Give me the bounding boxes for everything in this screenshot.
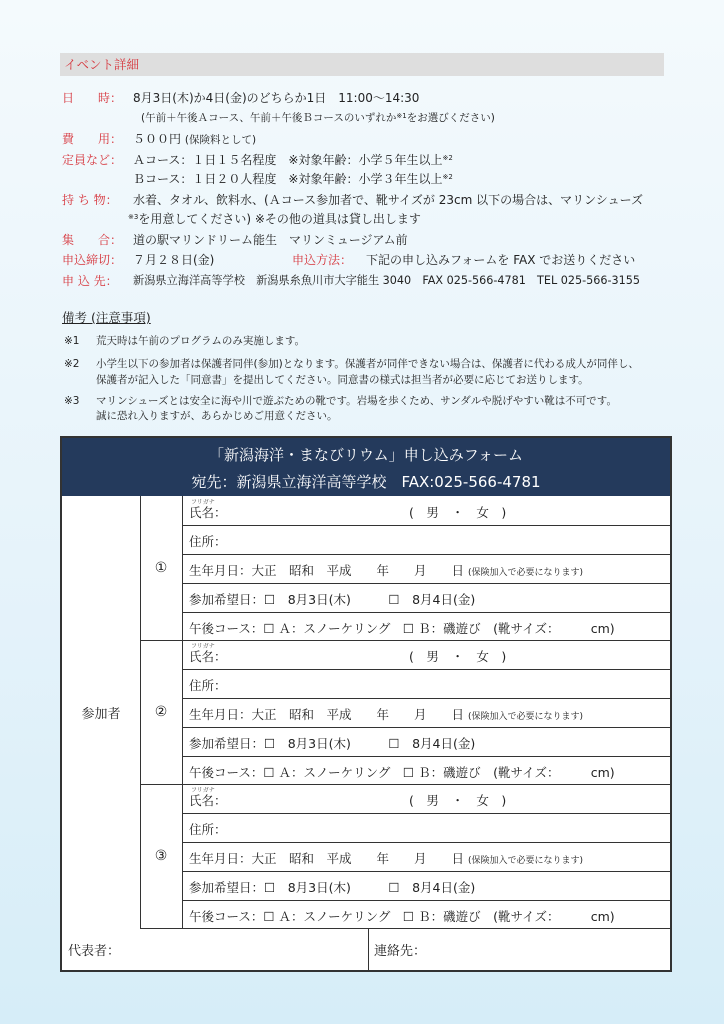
capacity-b: Ｂコース：１日２０人程度 ※対象年齢：小学３年生以上$^{※2}$ [133, 172, 453, 186]
wish-date-label: 参加希望日：☐ 8月3日(木) ☐ 8月4日(金) [189, 880, 476, 895]
gender-select[interactable]: ( 男 ・ 女 ) [409, 793, 507, 808]
date-label: 日 時： [62, 91, 123, 105]
address-field[interactable] [183, 813, 670, 843]
address-label: 住所： [189, 534, 227, 549]
notes-title: 備考 (注意事項) [62, 310, 151, 325]
date-value: 8月3日(木)か4日(金)のどちらか1日 11:00～14:30 [133, 91, 420, 105]
course-field[interactable] [183, 756, 670, 785]
course-label: 午後コース：☐ Ａ：スノーケリング ☐ Ｂ：磯遊び (靴サイズ： cm) [189, 765, 615, 780]
furigana-label: フリガナ [191, 499, 215, 506]
name-field[interactable] [183, 640, 670, 670]
date-note: (午前＋午後Ａコース、午前＋午後Ｂコースのいずれか$^{※1}$をお選びください) [141, 112, 495, 124]
group-number: ③ [140, 784, 183, 928]
note-1: ※1 荒天時は午前のプログラムのみ実施します。 [64, 335, 306, 347]
course-label: 午後コース：☐ Ａ：スノーケリング ☐ Ｂ：磯遊び (靴サイズ： cm) [189, 909, 615, 924]
participants-label: 参加者 [62, 496, 141, 928]
items-value-2: $^{※3}$を用意してください) ※その他の道具は貸し出します [128, 212, 421, 226]
fee-value: ５００円 (保険料として) [133, 132, 257, 146]
course-label: 午後コース：☐ Ａ：スノーケリング ☐ Ｂ：磯遊び (靴サイズ： cm) [189, 621, 615, 636]
wish-date-field[interactable] [183, 727, 670, 757]
birthdate-label: 生年月日：大正 昭和 平成 年 月 日 (保険加入で必要になります) [189, 851, 584, 866]
name-label: 氏名： [189, 793, 227, 808]
section-title: イベント詳細 [60, 53, 664, 76]
name-label: 氏名： [189, 649, 227, 664]
name-field[interactable] [183, 784, 670, 814]
application-form [60, 436, 672, 972]
note-2: ※2 小学生以下の参加者は保護者同伴(参加)となります。保護者が同伴できない場合は、保護者に代わる成人が同伴し、 [64, 358, 639, 370]
form-subtitle: 宛先：新潟県立海洋高等学校 FAX:025-566-4781 [191, 473, 541, 491]
wish-date-label: 参加希望日：☐ 8月3日(木) ☐ 8月4日(金) [189, 736, 476, 751]
contact-field[interactable]: 連絡先： [374, 944, 427, 959]
capacity-a: Ａコース：１日１５名程度 ※対象年齢：小学５年生以上$^{※2}$ [133, 153, 453, 167]
method-label: 申込方法： [292, 253, 353, 267]
meet-value: 道の駅マリンドリーム能生 マリンミュージアム前 [133, 233, 408, 247]
note-3-cont: 誠に恐れ入りますが、あらかじめご用意ください。 [96, 410, 338, 422]
items-value: 水着、タオル、飲料水、(Ａコース参加者で、靴サイズが 23cm 以下の場合は、マリンシューズ [133, 193, 643, 207]
furigana-label: フリガナ [191, 643, 215, 650]
address-label: 住所： [189, 822, 227, 837]
gender-select[interactable]: ( 男 ・ 女 ) [409, 649, 507, 664]
note-3: ※3 マリンシューズとは安全に海や川で遊ぶための靴です。岩場を歩くため、サンダルや脱げやすい靴は不可です。 [64, 395, 617, 407]
gender-select[interactable]: ( 男 ・ 女 ) [409, 505, 507, 520]
course-field[interactable] [183, 900, 670, 929]
participant-group-2 [140, 640, 670, 785]
name-field[interactable] [183, 496, 670, 526]
group-number: ① [140, 496, 183, 640]
birthdate-field[interactable] [183, 554, 670, 584]
birthdate-label: 生年月日：大正 昭和 平成 年 月 日 (保険加入で必要になります) [189, 707, 584, 722]
group-number: ② [140, 640, 183, 784]
method-value: 下記の申し込みフォームを FAX でお送りください [366, 253, 636, 267]
wish-date-field[interactable] [183, 583, 670, 613]
wish-date-label: 参加希望日：☐ 8月3日(木) ☐ 8月4日(金) [189, 592, 476, 607]
footer-divider [368, 928, 369, 970]
address-field[interactable] [183, 669, 670, 699]
address-label: 住所： [189, 678, 227, 693]
representative-field[interactable]: 代表者： [68, 944, 121, 959]
form-footer [62, 928, 670, 970]
participant-group-3 [140, 784, 670, 929]
form-header [62, 438, 670, 496]
items-label: 持 ち 物： [62, 193, 118, 207]
wish-date-field[interactable] [183, 871, 670, 901]
deadline-value: ７月２８日(金) [133, 253, 215, 267]
birthdate-field[interactable] [183, 842, 670, 872]
fee-label: 費 用： [62, 132, 123, 146]
birthdate-field[interactable] [183, 698, 670, 728]
address-field[interactable] [183, 525, 670, 555]
birthdate-label: 生年月日：大正 昭和 平成 年 月 日 (保険加入で必要になります) [189, 563, 584, 578]
course-field[interactable] [183, 612, 670, 641]
form-title: 「新潟海洋・まなびリウム」申し込みフォーム [208, 446, 524, 464]
name-label: 氏名： [189, 505, 227, 520]
meet-label: 集 合： [62, 233, 123, 247]
deadline-label: 申込締切： [62, 253, 123, 267]
dest-value: 新潟県立海洋高等学校 新潟県糸魚川市大字能生 3040 FAX 025-566-4781 TEL 025-566-3155 [133, 274, 641, 287]
furigana-label: フリガナ [191, 787, 215, 794]
participant-group-1 [140, 496, 670, 641]
dest-label: 申 込 先： [62, 274, 118, 288]
capacity-label: 定員など： [62, 153, 123, 167]
note-2-cont: 保護者が記入した「同意書」を提出してください。同意書の様式は担当者が必要に応じてお送りします。 [96, 374, 589, 386]
